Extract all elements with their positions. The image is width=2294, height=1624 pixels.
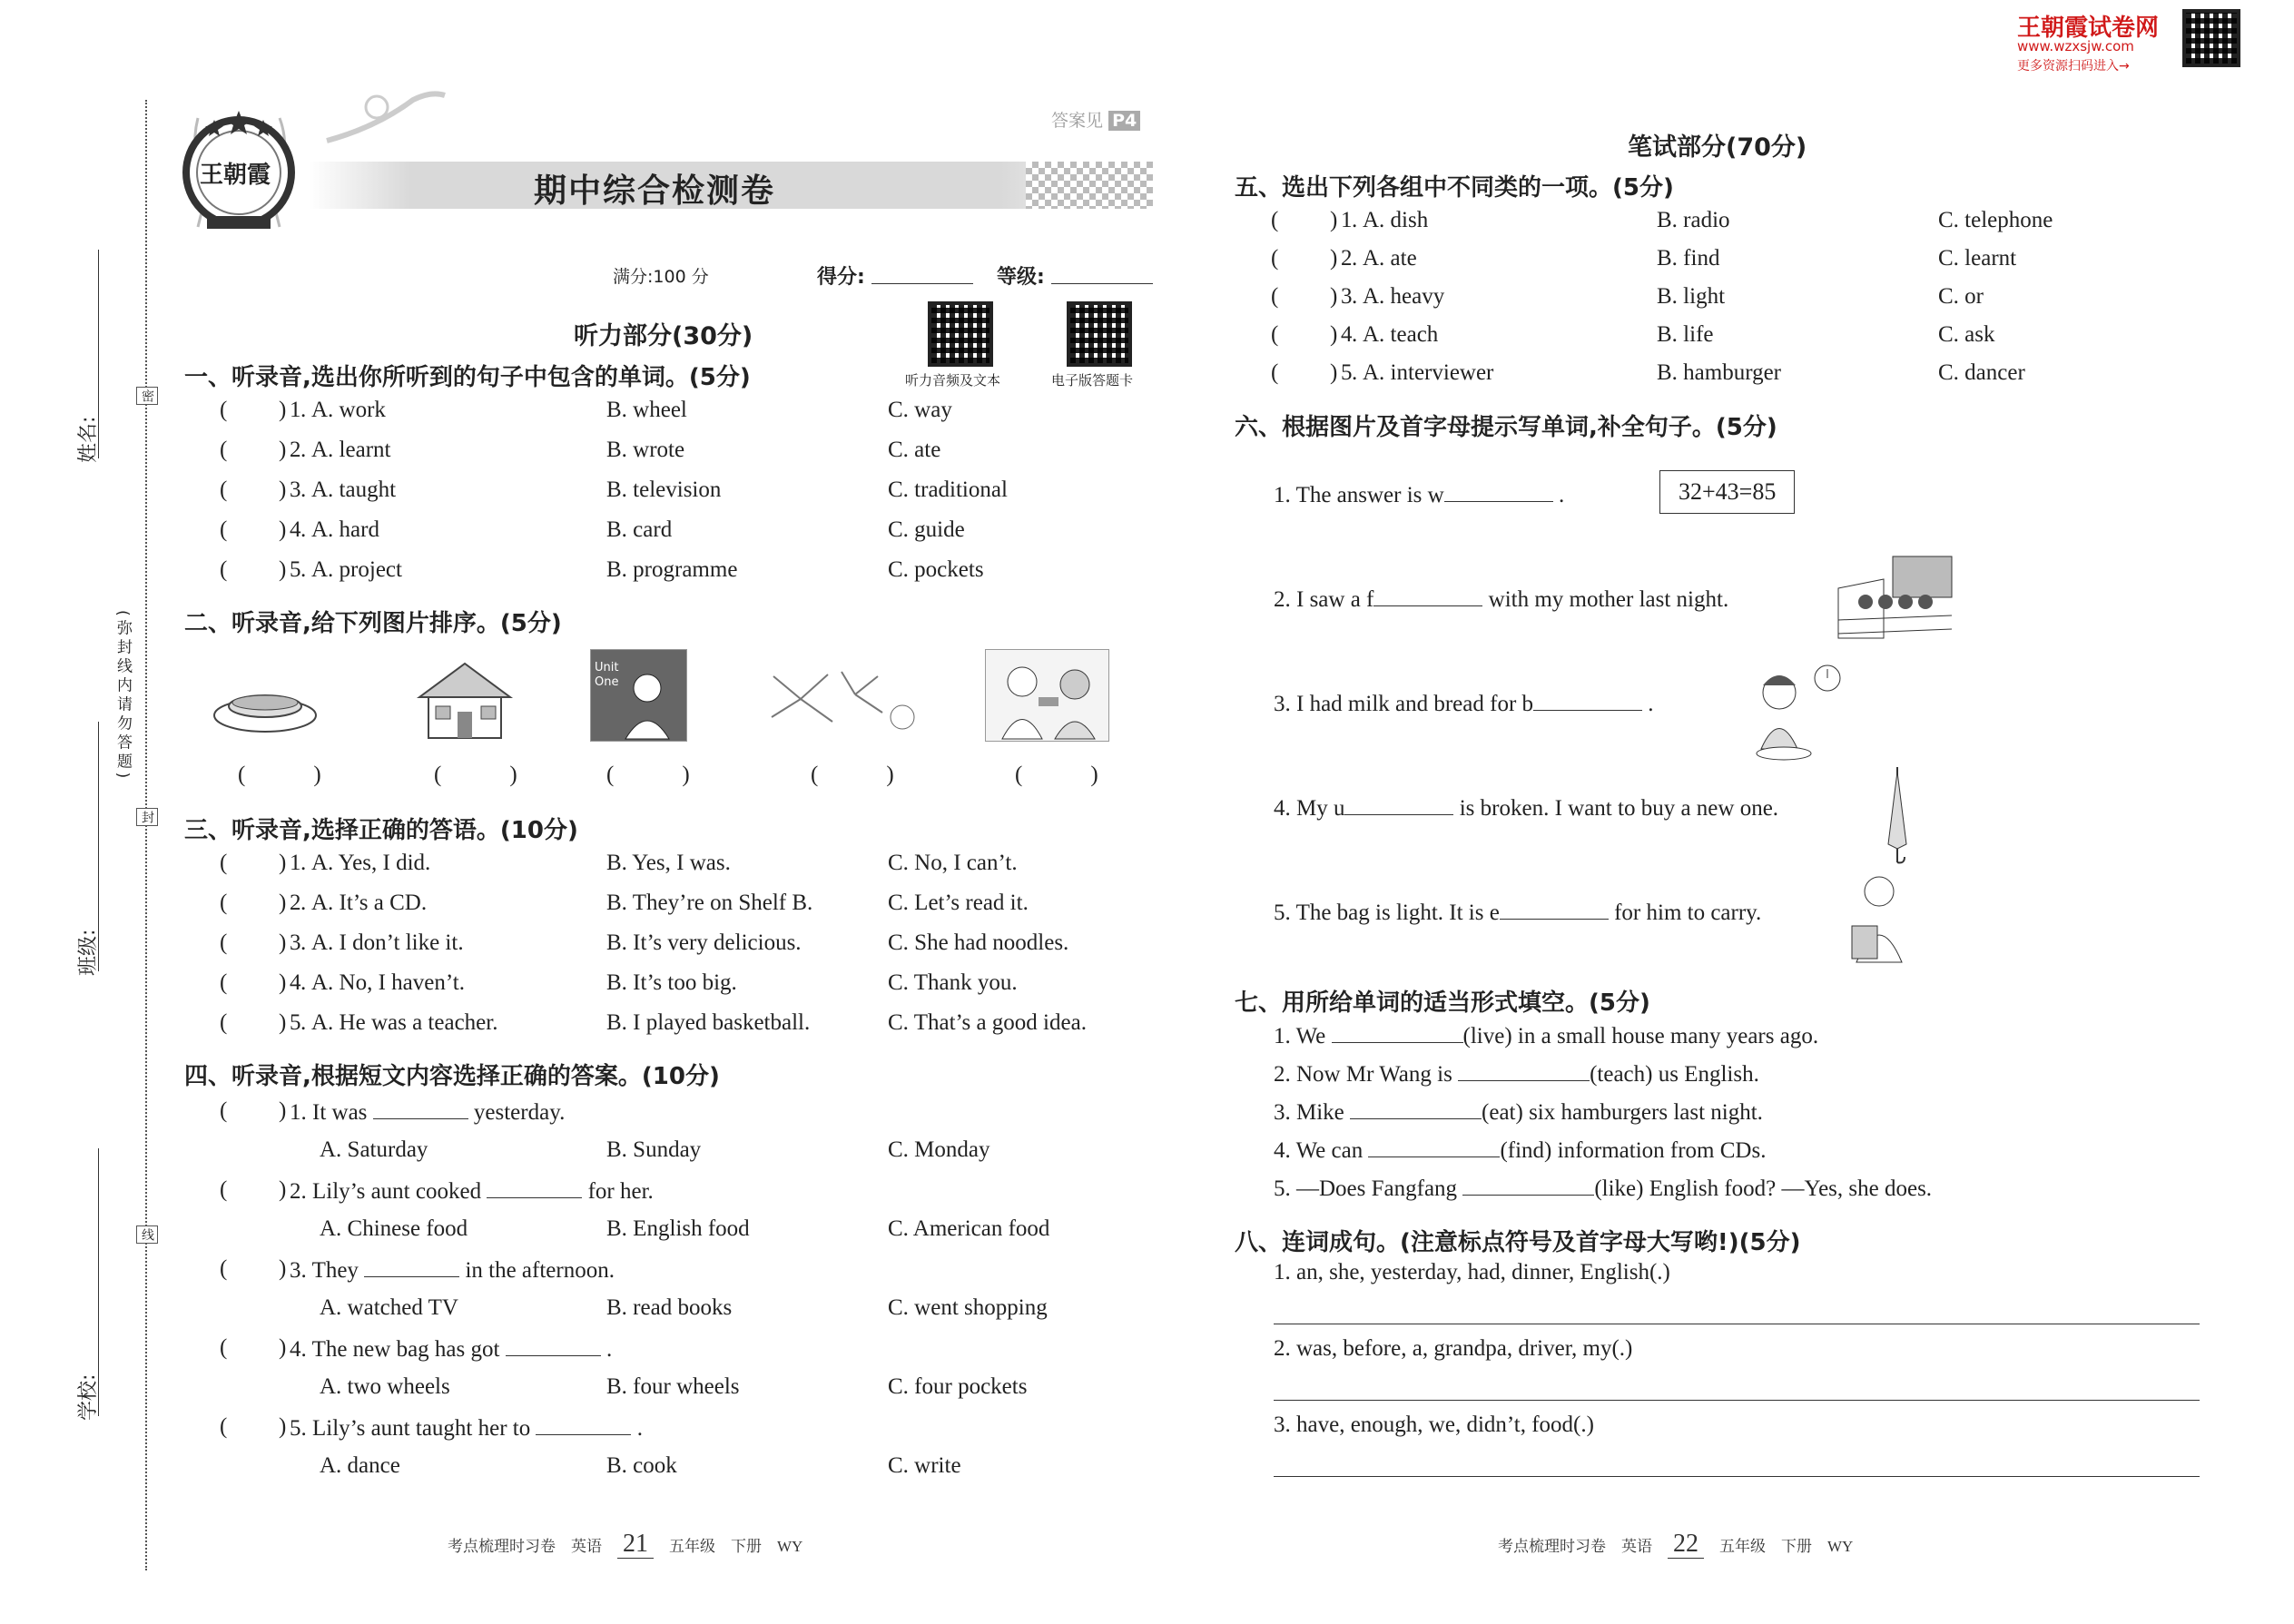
item-number: 5 [290,1416,301,1441]
question-stem: 3. They in the afternoon. [290,1258,615,1283]
option-b[interactable]: B. programme [606,557,738,582]
fill-blank[interactable] [373,1098,468,1119]
stem-post: six hamburgers last night. [1529,1100,1763,1125]
item-number: 1 [1274,1024,1285,1048]
item-number: 3 [1274,692,1285,716]
answer-bracket-close: ) [279,851,287,875]
answer-ref-label: 答案见 [1051,111,1104,131]
option-a[interactable]: A. I don’t like it. [311,930,464,955]
option-c[interactable]: C. She had noodles. [888,930,1069,955]
stem-post: . [1648,692,1654,716]
option-c[interactable]: C. American food [888,1216,1050,1241]
footer-left-edition: WY [777,1538,803,1555]
audio-qr-code[interactable] [928,301,993,367]
option-a[interactable]: A. work [311,398,386,422]
brand-logo-text: 王朝霞试卷网 [2017,15,2160,42]
footer-right-volume: 下册 [1781,1538,1812,1555]
fill-in-sentence: 3. Mike (eat) six hamburgers last night. [1274,1100,1763,1125]
stem-post: in the afternoon. [465,1258,615,1283]
item-number: 5 [1341,360,1353,385]
item-dot: . [300,517,307,542]
option-a[interactable]: A. ate [1363,246,1417,271]
option-a[interactable]: A. hard [311,517,379,542]
answer-bracket-close: ) [279,1256,287,1281]
option-b[interactable]: B. life [1657,322,1714,347]
brand-url[interactable]: www.wzxsjw.com [2017,38,2134,54]
stem-post: with my mother last night. [1488,587,1729,612]
stem-pre: My u [1296,796,1345,821]
given-word: (like) [1594,1176,1644,1201]
section-3-title: 三、听录音,选择正确的答语。(10分) [184,817,578,844]
footer-right [1498,1530,1853,1559]
section-4-title: 四、听录音,根据短文内容选择正确的答案。(10分) [184,1063,720,1090]
seal-mark-1: 密 [136,387,158,405]
ribbon-decoration [322,91,449,145]
item-number: 3 [290,1258,301,1283]
sentence-completion: 3. I had milk and bread for b . [1274,692,1654,716]
option-b[interactable]: B. wrote [606,438,685,462]
option-c[interactable]: C. way [888,398,952,422]
item-dot: . [300,970,307,995]
answer-bracket-close: ) [1330,208,1338,232]
option-a[interactable]: A. taught [311,477,397,502]
question-stem: 2. Lily’s aunt cooked for her. [290,1179,654,1204]
item-number: 2 [1341,246,1353,271]
answer-bracket[interactable]: ( [220,517,228,542]
footer-right-edition: WY [1827,1538,1854,1555]
score-text: 满分:100 分 [613,267,709,287]
card-qr-label: 电子版答题卡 [1051,372,1134,389]
option-a[interactable]: A. Saturday [320,1137,428,1162]
option-a[interactable]: A. It’s a CD. [311,891,428,915]
item-number: 2 [1274,587,1285,612]
audio-qr-label: 听力音频及文本 [905,372,1001,389]
title-checker [1026,162,1153,209]
answer-bracket[interactable]: ( [1271,360,1279,385]
item-number: 1 [1274,483,1285,507]
item-dot: . [300,398,307,422]
stem-pre: I had milk and bread for b [1296,692,1534,716]
sentence-completion: 4. My u is broken. I want to buy a new one. [1274,796,1779,821]
verb-blank[interactable] [1350,1098,1482,1119]
answer-bracket[interactable]: ( [220,1256,228,1281]
item-number: 1 [1341,208,1353,232]
stem-post: English food? —Yes, she does. [1649,1176,1933,1201]
stem-pre: It was [312,1100,368,1125]
school-label: 学校: [77,1373,100,1421]
seal-note: (弥封线内请勿答题) [113,610,132,782]
scrambled-words: have, enough, we, didn’t, food(.) [1296,1412,1594,1437]
stem-post: for her. [587,1179,654,1204]
option-c[interactable]: C. Monday [888,1137,990,1162]
answer-bracket[interactable]: ( [1271,284,1279,309]
answer-bracket-close: ) [279,970,287,995]
option-b[interactable]: B. wheel [606,398,687,422]
name-label: 姓名: [77,416,100,463]
footer-right-subject: 英语 [1621,1538,1652,1555]
sentence-completion: 5. The bag is light. It is e for him to carry. [1274,901,1762,925]
item-dot: . [1352,322,1358,347]
picture-sandwich [211,679,321,735]
option-b[interactable]: B. They’re on Shelf B. [606,891,813,915]
stem-pre: The answer is w [1295,483,1444,507]
item-number: 5 [1274,1176,1285,1201]
option-c[interactable]: C. Thank you. [888,970,1018,995]
option-c[interactable]: C. went shopping [888,1295,1048,1320]
answer-bracket[interactable]: ( [220,477,228,502]
option-b[interactable]: B. English food [606,1216,750,1241]
option-b[interactable]: B. It’s too big. [606,970,737,995]
word-blank[interactable] [1344,794,1453,815]
answer-bracket-close: ) [279,517,287,542]
item-number: 2 [290,891,301,915]
answer-bracket[interactable]: ( [1271,208,1279,232]
stem-post: for him to carry. [1614,901,1762,925]
stem-pre: Lily’s aunt taught her to [312,1416,531,1441]
option-b[interactable]: B. television [606,477,722,502]
item-dot: . [300,851,307,875]
verb-blank[interactable] [1462,1175,1594,1196]
option-a[interactable]: A. Chinese food [320,1216,468,1241]
got-score-field[interactable] [871,283,973,284]
answer-bracket-close: ) [279,557,287,582]
stem-pre: —Does Fangfang [1296,1176,1458,1201]
item-dot: . [1352,208,1358,232]
verb-blank[interactable] [1368,1137,1500,1157]
question-stem: 4. The new bag has got . [290,1337,613,1362]
option-a[interactable]: A. interviewer [1363,360,1494,385]
picture-fireworks [764,667,919,735]
footer-left-volume: 下册 [731,1538,762,1555]
word-list: 2. was, before, a, grandpa, driver, my(.) [1274,1336,1633,1361]
answer-line[interactable] [1274,1476,2200,1477]
picture-umbrella [1879,763,1915,867]
option-a[interactable]: A. No, I haven’t. [311,970,465,995]
option-c[interactable]: C. No, I can’t. [888,851,1018,875]
word-list: 3. have, enough, we, didn’t, food(.) [1274,1412,1594,1437]
grade-label: 等级: [997,266,1045,289]
word-blank[interactable] [1444,481,1553,502]
stem-post: yesterday. [473,1100,566,1125]
stem-pre: Mike [1296,1100,1344,1125]
option-a[interactable]: A. teach [1363,322,1439,347]
answer-line[interactable] [1274,1400,2200,1401]
option-a[interactable]: A. dance [320,1453,400,1478]
item-dot: . [300,930,307,955]
item-number: 3 [1274,1100,1285,1125]
answer-bracket[interactable]: ( [220,930,228,955]
option-b[interactable]: B. Yes, I was. [606,851,731,875]
question-stem: 5. Lily’s aunt taught her to . [290,1416,643,1441]
stem-post: . [605,1337,613,1362]
fill-blank[interactable] [364,1256,459,1277]
footer-right-grade: 五年级 [1719,1538,1766,1555]
footer-left [448,1530,802,1559]
option-a[interactable]: A. heavy [1363,284,1445,309]
answer-bracket-close: ) [279,1335,287,1360]
class-label: 班级: [77,929,100,976]
answer-bracket-close: ) [1330,246,1338,271]
picture-order-bracket[interactable]: ( ) [434,763,517,787]
footer-right-page: 22 [1668,1530,1704,1559]
stem-pre: I saw a f [1296,587,1374,612]
option-c[interactable]: C. or [1938,284,1984,309]
logo-badge [171,100,307,236]
answer-bracket-close: ) [1330,284,1338,309]
picture-carry-bag [1843,871,1920,971]
given-word: (live) [1462,1024,1512,1048]
item-number: 3 [290,930,301,955]
picture-order-bracket[interactable]: ( ) [1015,763,1098,787]
item-dot: . [1352,246,1358,271]
option-b[interactable]: B. read books [606,1295,733,1320]
stem-post: . [1558,483,1565,507]
brand-block [2017,9,2280,77]
option-b[interactable]: B. light [1657,284,1726,309]
option-c[interactable]: C. traditional [888,477,1008,502]
footer-left-series: 考点梳理时习卷 [448,1538,556,1555]
brand-qr-code[interactable] [2182,9,2240,67]
answer-bracket-close: ) [279,1098,287,1123]
given-word: (teach) [1590,1062,1653,1087]
question-stem: 1. It was yesterday. [290,1100,566,1125]
item-dot: . [300,557,307,582]
writing-title: 笔试部分(70分) [1628,133,1807,162]
name-field[interactable] [98,250,99,458]
option-c[interactable]: C. write [888,1453,961,1478]
option-c[interactable]: C. learnt [1938,246,2017,271]
page-title: 期中综合检测卷 [534,172,776,210]
answer-bracket-close: ) [279,1177,287,1202]
section-1-title: 一、听录音,选出你所听到的句子中包含的单词。(5分) [184,364,751,391]
stem-pre: Lily’s aunt cooked [312,1179,482,1204]
option-a[interactable]: A. project [311,557,402,582]
answer-bracket[interactable]: ( [1271,246,1279,271]
item-number: 4 [1274,1138,1285,1163]
item-number: 4 [1341,322,1353,347]
item-number: 5 [290,1010,301,1035]
stem-pre: The new bag has got [311,1337,500,1362]
item-number: 4 [290,517,301,542]
item-number: 4 [290,1337,301,1362]
item-number: 2 [290,1179,301,1204]
option-c[interactable]: C. Let’s read it. [888,891,1029,915]
section-2-title: 二、听录音,给下列图片排序。(5分) [184,610,562,637]
answer-bracket-close: ) [1330,360,1338,385]
binding-dotted-line [145,100,147,1570]
item-number: 1 [290,851,301,875]
answer-bracket[interactable]: ( [220,891,228,915]
option-a[interactable]: A. watched TV [320,1295,458,1320]
fill-blank[interactable] [536,1414,631,1435]
option-c[interactable]: C. pockets [888,557,984,582]
stem-post: is broken. I want to buy a new one. [1459,796,1779,821]
logo-name: 王朝霞 [200,162,271,189]
option-c[interactable]: C. guide [888,517,965,542]
grade-field[interactable] [1051,283,1153,284]
picture-family [985,649,1109,742]
answer-bracket[interactable]: ( [220,1335,228,1360]
stem-pre: We [1295,1024,1326,1048]
option-b[interactable]: B. find [1657,246,1720,271]
answer-bracket[interactable]: ( [220,851,228,875]
item-number: 3 [1341,284,1353,309]
answer-bracket-close: ) [279,891,287,915]
item-dot: . [1352,284,1358,309]
answer-bracket[interactable]: ( [220,438,228,462]
option-c[interactable]: C. ate [888,438,941,462]
got-score-label: 得分: [817,266,865,289]
footer-left-page: 21 [617,1530,654,1559]
item-dot: . [1352,360,1358,385]
item-dot: . [300,477,307,502]
section-8-title: 八、连词成句。(注意标点符号及首字母大写哟!)(5分) [1235,1229,1801,1256]
item-number: 5 [1274,901,1285,925]
item-number: 4 [1274,796,1285,821]
item-number: 2 [290,438,301,462]
answer-bracket[interactable]: ( [220,1177,228,1202]
stem-post: information from CDs. [1557,1138,1767,1163]
equation-box: 32+43=85 [1659,470,1795,514]
option-a[interactable]: A. learnt [311,438,391,462]
verb-blank[interactable] [1332,1022,1463,1043]
option-a[interactable]: A. two wheels [320,1374,450,1399]
option-b[interactable]: B. cook [606,1453,677,1478]
picture-house [410,659,519,741]
answer-bracket[interactable]: ( [1271,322,1279,347]
section-5-title: 五、选出下列各组中不同类的一项。(5分) [1235,174,1674,202]
school-field[interactable] [98,1148,99,1416]
item-number: 2 [1274,1336,1285,1361]
fill-in-sentence: 1. We (live) in a small house many years ago. [1274,1024,1819,1048]
item-number: 1 [1274,1260,1285,1284]
word-blank[interactable] [1373,586,1482,606]
scrambled-words: an, she, yesterday, had, dinner, English(.) [1296,1260,1670,1284]
class-field[interactable] [98,722,99,971]
option-a[interactable]: A. Yes, I did. [311,851,431,875]
answer-ref [1051,107,1140,132]
picture-order-bracket[interactable]: ( ) [238,763,321,787]
picture-breakfast [1738,658,1852,763]
answer-bracket-close: ) [1330,322,1338,347]
option-b[interactable]: B. It’s very delicious. [606,930,802,955]
option-b[interactable]: B. Sunday [606,1137,702,1162]
fill-blank[interactable] [487,1177,582,1198]
answer-bracket[interactable]: ( [220,1010,228,1035]
stem-pre: Now Mr Wang is [1296,1062,1452,1087]
item-number: 1 [290,398,301,422]
answer-bracket[interactable]: ( [220,1414,228,1439]
answer-bracket-close: ) [279,1010,287,1035]
fill-in-sentence: 4. We can (find) information from CDs. [1274,1138,1767,1163]
answer-ref-page: P4 [1108,111,1140,131]
answer-bracket-close: ) [279,398,287,422]
option-c[interactable]: C. dancer [1938,360,2025,385]
answer-bracket-close: ) [279,1414,287,1439]
sentence-completion: 1. The answer is w . [1274,483,1565,507]
stem-pre: They [311,1258,359,1283]
option-b[interactable]: B. radio [1657,208,1730,232]
fill-in-sentence: 5. —Does Fangfang (like) English food? —Yes, she does. [1274,1176,1933,1201]
answer-bracket[interactable]: ( [220,398,228,422]
word-blank[interactable] [1533,690,1642,711]
word-blank[interactable] [1500,899,1609,920]
picture-teacher [590,649,687,742]
option-a[interactable]: A. dish [1363,208,1429,232]
option-c[interactable]: C. telephone [1938,208,2053,232]
item-dot: . [300,1010,307,1035]
option-b[interactable]: B. hamburger [1657,360,1782,385]
listening-title: 听力部分(30分) [574,322,753,350]
stem-pre: The bag is light. It is e [1295,901,1500,925]
card-qr-code[interactable] [1067,301,1132,367]
given-word: (eat) [1482,1100,1523,1125]
option-b[interactable]: B. card [606,517,673,542]
option-b[interactable]: B. I played basketball. [606,1010,811,1035]
item-number: 3 [290,477,301,502]
item-dot: . [300,438,307,462]
answer-bracket[interactable]: ( [220,970,228,995]
option-c[interactable]: C. ask [1938,322,1995,347]
section-6-title: 六、根据图片及首字母提示写单词,补全句子。(5分) [1235,414,1777,441]
stem-pre: We can [1295,1138,1364,1163]
option-b[interactable]: B. four wheels [606,1374,740,1399]
stem-post: . [636,1416,643,1441]
option-a[interactable]: A. He was a teacher. [311,1010,498,1035]
seal-mark-2: 封 [136,808,158,826]
picture-order-bracket[interactable]: ( ) [811,763,894,787]
footer-left-grade: 五年级 [669,1538,715,1555]
word-list: 1. an, she, yesterday, had, dinner, English(.) [1274,1260,1670,1284]
answer-bracket[interactable]: ( [220,1098,228,1123]
item-number: 5 [290,557,301,582]
answer-bracket-close: ) [279,477,287,502]
seal-mark-3: 线 [136,1225,158,1244]
scrambled-words: was, before, a, grandpa, driver, my(.) [1296,1336,1633,1361]
section-7-title: 七、用所给单词的适当形式填空。(5分) [1235,989,1650,1017]
picture-film [1829,552,1956,643]
item-dot: . [300,891,307,915]
board-text: Unit One [595,661,619,689]
item-number: 1 [290,1100,301,1125]
footer-left-subject: 英语 [571,1538,602,1555]
brand-slogan: 更多资源扫码进入→ [2017,59,2130,74]
stem-post: in a small house many years ago. [1517,1024,1819,1048]
verb-blank[interactable] [1458,1060,1590,1081]
sentence-completion: 2. I saw a f with my mother last night. [1274,587,1729,612]
option-c[interactable]: C. That’s a good idea. [888,1010,1087,1035]
item-number: 4 [290,970,301,995]
answer-bracket-close: ) [279,438,287,462]
fill-in-sentence: 2. Now Mr Wang is (teach) us English. [1274,1062,1759,1087]
picture-order-bracket[interactable]: ( ) [606,763,690,787]
answer-bracket-close: ) [279,930,287,955]
item-number: 2 [1274,1062,1285,1087]
fill-blank[interactable] [506,1335,601,1356]
footer-right-series: 考点梳理时习卷 [1498,1538,1606,1555]
stem-post: us English. [1658,1062,1759,1087]
option-c[interactable]: C. four pockets [888,1374,1028,1399]
answer-bracket[interactable]: ( [220,557,228,582]
item-number: 3 [1274,1412,1285,1437]
given-word: (find) [1500,1138,1552,1163]
